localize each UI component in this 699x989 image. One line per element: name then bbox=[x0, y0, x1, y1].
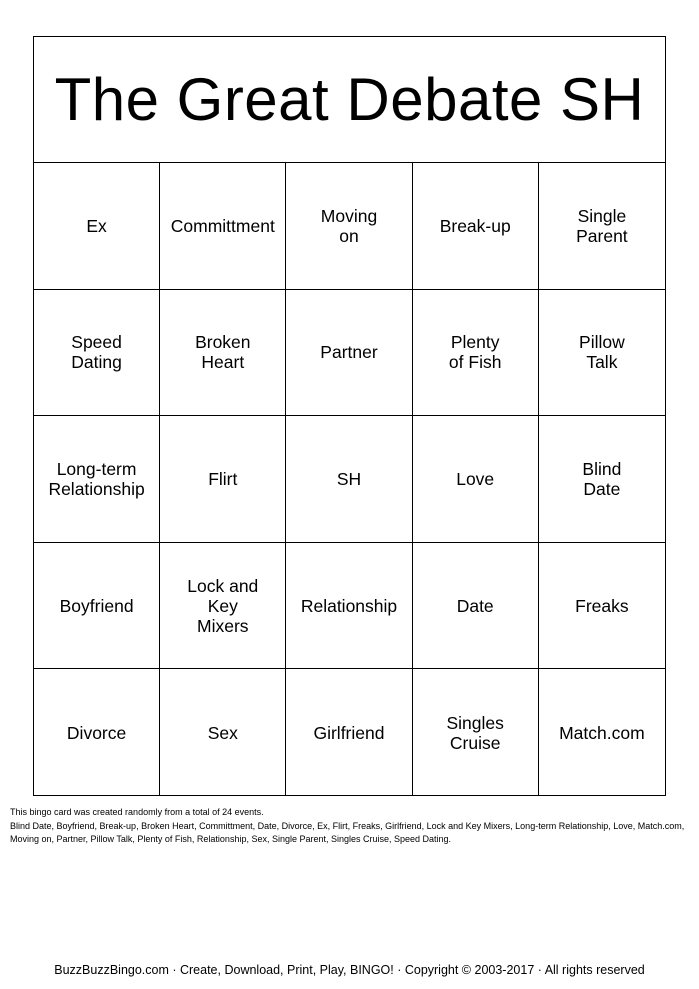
cell-text: Lock and Key Mixers bbox=[187, 575, 259, 636]
bingo-cell bbox=[413, 290, 539, 417]
notes-event-list: Blind Date, Boyfriend, Break-up, Broken Heart, Committment, Date, Divorce, Ex, Flirt, Freaks, Girlfriend, Lock and Key Mixers, Long-term Relationship, Love, Match.com, Moving on, Partner, Pillow Talk, Plenty of Fish, Relationship, Sex, Single Parent, Singles Cruise, Speed Dating. bbox=[10, 820, 685, 844]
cell-text: Moving on bbox=[320, 205, 378, 246]
cell-text: Plenty of Fish bbox=[448, 332, 502, 373]
cell-text: Speed Dating bbox=[71, 332, 122, 373]
card-notes bbox=[10, 806, 690, 847]
cell-text: Pillow Talk bbox=[579, 332, 625, 373]
cell-text: Single Parent bbox=[576, 205, 628, 246]
bingo-cell bbox=[286, 543, 412, 670]
cell-text: Partner bbox=[320, 342, 378, 363]
bingo-cell bbox=[286, 669, 412, 796]
cell-text: Date bbox=[456, 595, 494, 616]
bingo-cell bbox=[34, 669, 160, 796]
cell-text: Match.com bbox=[559, 722, 645, 743]
bingo-cell bbox=[413, 543, 539, 670]
bingo-cell bbox=[539, 543, 665, 670]
bingo-cell-center bbox=[286, 416, 412, 543]
bingo-cell bbox=[160, 543, 286, 670]
cell-text: Freaks bbox=[575, 595, 629, 616]
cell-text: Singles Cruise bbox=[446, 712, 504, 753]
bingo-cell bbox=[34, 163, 160, 290]
footer-copyright: BuzzBuzzBingo.com · Create, Download, Print, Play, BINGO! · Copyright © 2003-2017 · All rights reserved bbox=[54, 963, 645, 977]
cell-text: Girlfriend bbox=[313, 722, 385, 743]
bingo-cell bbox=[160, 669, 286, 796]
card-title: The Great Debate SH bbox=[54, 66, 645, 133]
bingo-cell bbox=[286, 163, 412, 290]
cell-text: Relationship bbox=[300, 595, 398, 616]
bingo-cell bbox=[34, 543, 160, 670]
cell-text: Blind Date bbox=[582, 458, 622, 499]
bingo-cell bbox=[160, 290, 286, 417]
bingo-cell bbox=[413, 416, 539, 543]
cell-text: Committment bbox=[170, 215, 275, 236]
bingo-cell bbox=[539, 290, 665, 417]
bingo-cell bbox=[286, 290, 412, 417]
cell-text: Break-up bbox=[439, 215, 511, 236]
bingo-cell bbox=[539, 669, 665, 796]
bingo-cell bbox=[34, 416, 160, 543]
bingo-cell bbox=[160, 416, 286, 543]
cell-text: Long-term Relationship bbox=[48, 458, 145, 499]
bingo-card bbox=[33, 36, 666, 796]
notes-summary: This bingo card was created randomly from a total of 24 events. bbox=[10, 807, 264, 817]
cell-text: Sex bbox=[207, 722, 238, 743]
bingo-cell bbox=[539, 163, 665, 290]
bingo-cell bbox=[160, 163, 286, 290]
cell-text: Broken Heart bbox=[195, 332, 251, 373]
cell-text: Love bbox=[456, 468, 495, 489]
title-row bbox=[34, 37, 665, 163]
bingo-cell bbox=[413, 669, 539, 796]
cell-text: Ex bbox=[86, 215, 107, 236]
bingo-cell bbox=[413, 163, 539, 290]
bingo-cell bbox=[34, 290, 160, 417]
cell-text: Boyfriend bbox=[59, 595, 134, 616]
cell-text: Divorce bbox=[66, 722, 127, 743]
bingo-grid bbox=[34, 163, 665, 796]
bingo-cell bbox=[539, 416, 665, 543]
cell-text: SH bbox=[336, 468, 362, 489]
cell-text: Flirt bbox=[208, 468, 238, 489]
